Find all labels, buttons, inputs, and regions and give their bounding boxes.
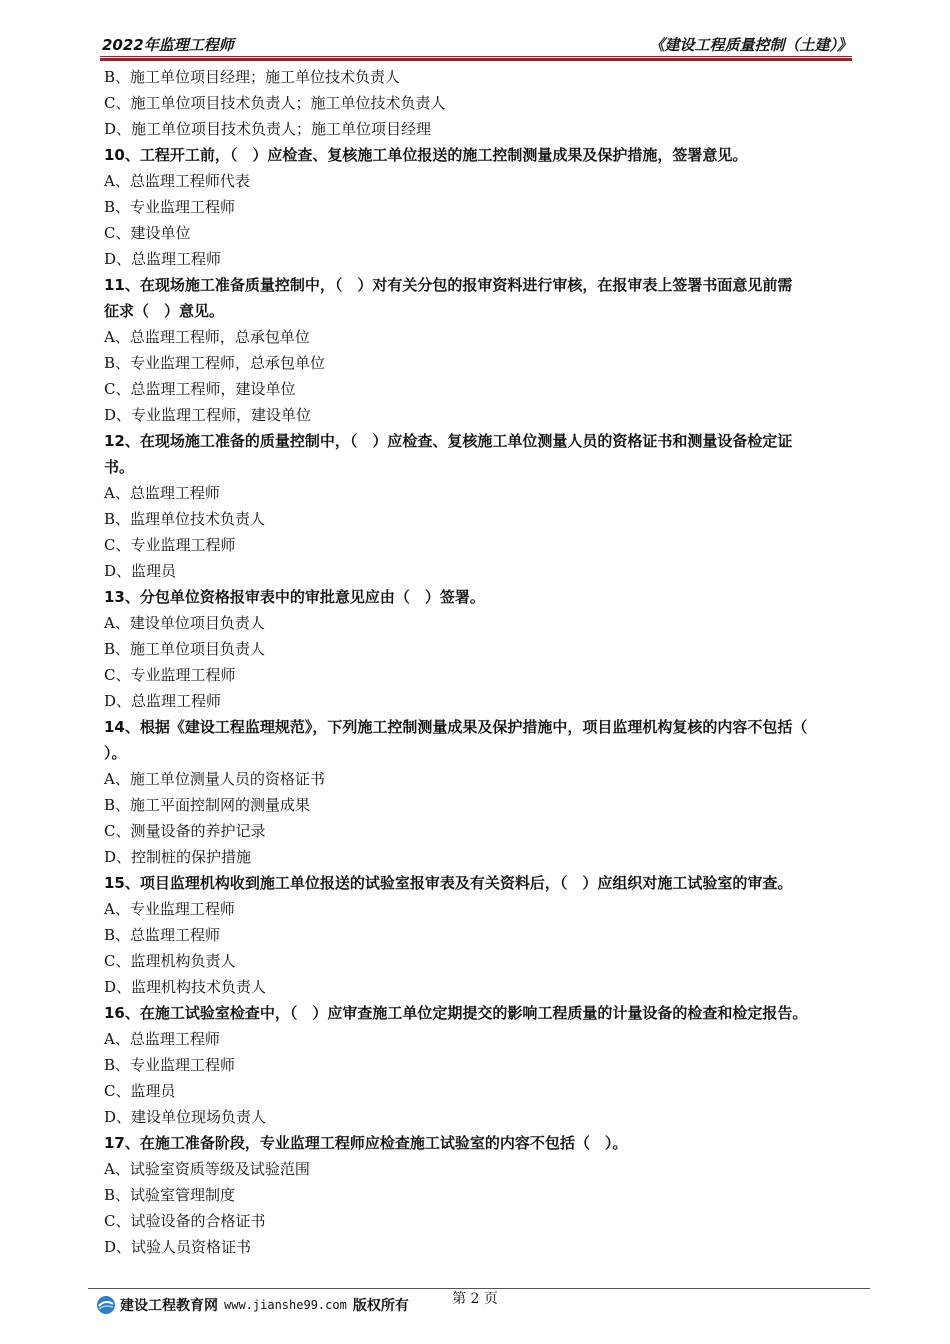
footer-site-name: 建设工程教育网 — [120, 1298, 218, 1314]
answer-option: D、专业监理工程师，建设单位 — [104, 406, 312, 424]
answer-option: B、施工平面控制网的测量成果 — [104, 796, 311, 814]
answer-option: B、施工单位项目负责人 — [104, 640, 266, 658]
answer-option: D、试验人员资格证书 — [104, 1238, 252, 1256]
answer-option: A、施工单位测量人员的资格证书 — [104, 770, 325, 788]
answer-option: A、总监理工程师代表 — [104, 172, 250, 190]
header-rule-thin — [100, 56, 852, 57]
answer-option: B、施工单位项目经理；施工单位技术负责人 — [104, 68, 401, 86]
answer-option: A、试验室资质等级及试验范围 — [104, 1160, 310, 1178]
answer-option: B、监理单位技术负责人 — [104, 510, 266, 528]
answer-option: D、控制桩的保护措施 — [104, 848, 252, 866]
answer-option: D、施工单位项目技术负责人；施工单位项目经理 — [104, 120, 432, 138]
answer-option: B、专业监理工程师 — [104, 198, 236, 216]
question-text: ）。 — [104, 744, 127, 762]
footer-url[interactable]: www.jianshe99.com — [224, 1298, 347, 1312]
question-text: 征求（ ）意见。 — [104, 302, 225, 320]
answer-option: C、总监理工程师，建设单位 — [104, 380, 296, 398]
question-text: 17、在施工准备阶段，专业监理工程师应检查施工试验室的内容不包括（ ）。 — [104, 1134, 628, 1152]
page-header — [100, 30, 852, 56]
question-text: 11、在现场施工准备质量控制中，（ ）对有关分包的报审资料进行审核，在报审表上签署书面意见前需 — [104, 276, 793, 294]
question-text: 16、在施工试验室检查中，（ ）应审查施工单位定期提交的影响工程质量的计量设备的检查和检定报告。 — [104, 1004, 808, 1022]
answer-option: A、专业监理工程师 — [104, 900, 235, 918]
header-exam-title: 2022年监理工程师 — [102, 36, 234, 54]
answer-option: B、试验室管理制度 — [104, 1186, 236, 1204]
page-number: 第 2 页 — [452, 1291, 498, 1307]
answer-option: B、总监理工程师 — [104, 926, 221, 944]
answer-option: A、建设单位项目负责人 — [104, 614, 265, 632]
answer-option: C、专业监理工程师 — [104, 666, 236, 684]
answer-option: C、测量设备的养护记录 — [104, 822, 266, 840]
question-text: 14、根据《建设工程监理规范》，下列施工控制测量成果及保护措施中，项目监理机构复核的内容不包括（ — [104, 718, 808, 736]
answer-option: C、试验设备的合格证书 — [104, 1212, 266, 1230]
answer-option: D、总监理工程师 — [104, 692, 222, 710]
answer-option: D、总监理工程师 — [104, 250, 222, 268]
answer-option: D、监理员 — [104, 562, 177, 580]
answer-option: C、建设单位 — [104, 224, 191, 242]
answer-option: A、总监理工程师 — [104, 1030, 220, 1048]
answer-option: D、监理机构技术负责人 — [104, 978, 267, 996]
question-text: 书。 — [104, 458, 135, 476]
footer-copyright: 版权所有 — [352, 1298, 409, 1314]
answer-option: A、总监理工程师 — [104, 484, 220, 502]
question-list — [104, 64, 864, 1260]
answer-option: B、专业监理工程师，总承包单位 — [104, 354, 326, 372]
answer-option: D、建设单位现场负责人 — [104, 1108, 267, 1126]
question-text: 13、分包单位资格报审表中的审批意见应由（ ）签署。 — [104, 588, 485, 606]
answer-option: C、监理员 — [104, 1082, 176, 1100]
question-text: 10、工程开工前，（ ）应检查、复核施工单位报送的施工控制测量成果及保护措施，签署意见。 — [104, 146, 748, 164]
header-rule-thick — [100, 58, 852, 61]
answer-option: B、专业监理工程师 — [104, 1056, 236, 1074]
answer-option: C、施工单位项目技术负责人；施工单位技术负责人 — [104, 94, 446, 112]
answer-option: C、监理机构负责人 — [104, 952, 236, 970]
question-text: 12、在现场施工准备的质量控制中，（ ）应检查、复核施工单位测量人员的资格证书和测量设备检定证 — [104, 432, 793, 450]
header-book-title: 《建设工程质量控制（土建）》 — [649, 36, 852, 54]
answer-option: A、总监理工程师，总承包单位 — [104, 328, 310, 346]
question-text: 15、项目监理机构收到施工单位报送的试验室报审表及有关资料后，（ ）应组织对施工试验室的审查。 — [104, 874, 793, 892]
answer-option: C、专业监理工程师 — [104, 536, 236, 554]
